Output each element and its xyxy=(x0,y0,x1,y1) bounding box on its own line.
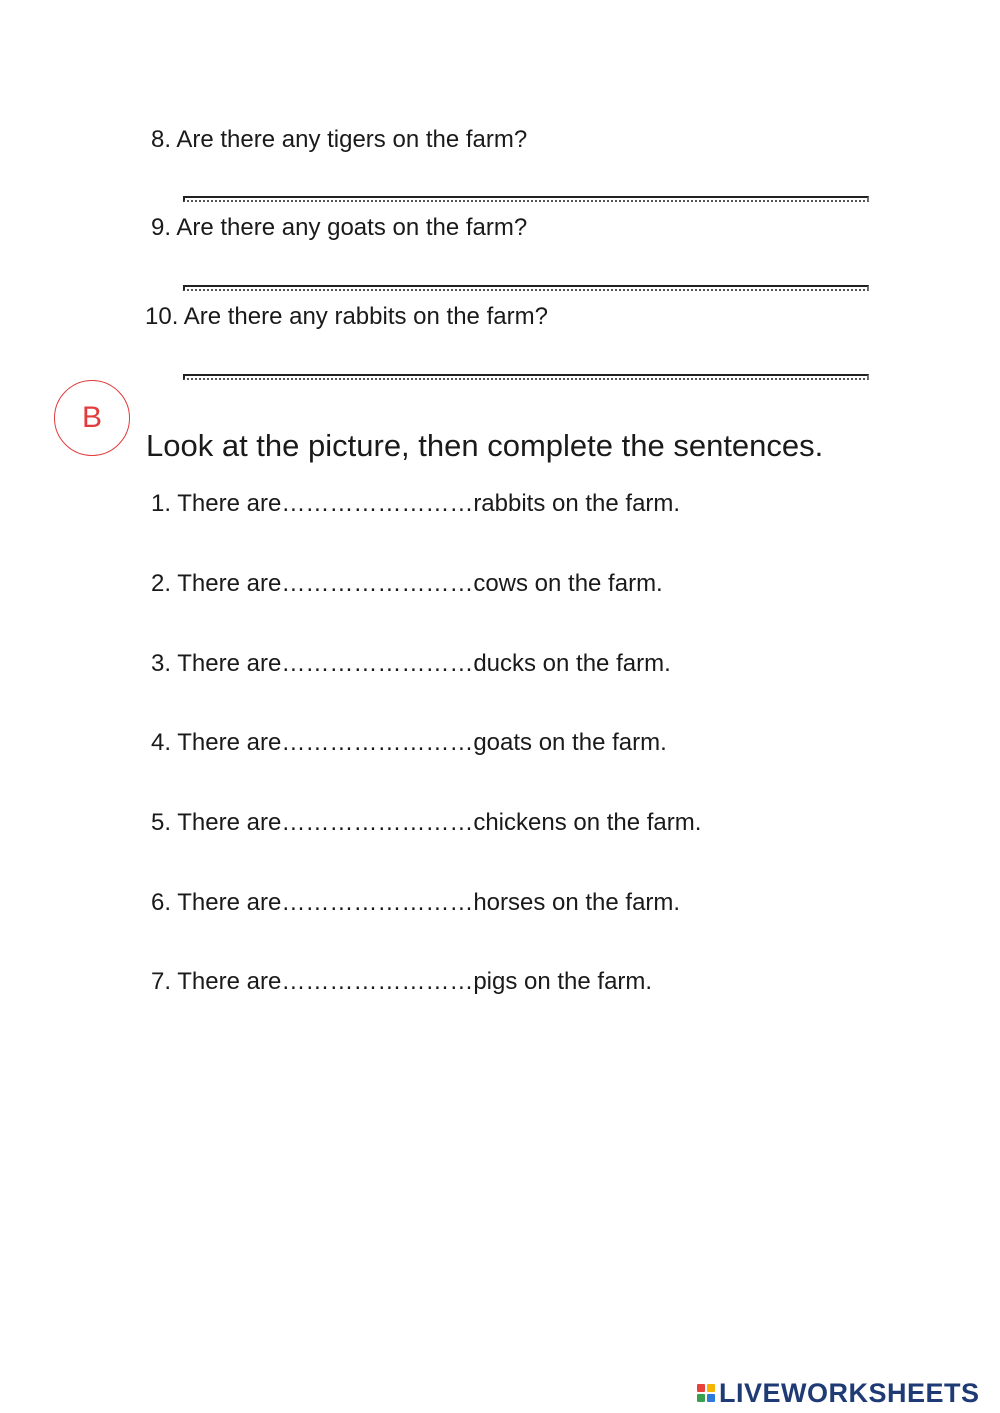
sentence-prefix: There are xyxy=(177,729,282,756)
question-text: Are there any rabbits on the farm? xyxy=(183,303,548,330)
sentence-prefix: There are xyxy=(177,650,282,677)
question-text: Are there any goats on the farm? xyxy=(176,214,528,241)
liveworksheets-logo xyxy=(697,1378,980,1408)
sentence-number: 3. xyxy=(151,650,172,677)
sentence-prefix: There are xyxy=(177,889,282,916)
sentence-3 xyxy=(151,650,671,678)
sentence-blank[interactable]: …………………… xyxy=(281,650,474,677)
section-b-instruction: Look at the picture, then complete the sentences. xyxy=(146,428,824,463)
sentence-suffix: rabbits on the farm. xyxy=(473,490,681,517)
sentence-suffix: pigs on the farm. xyxy=(473,968,653,995)
answer-field-9[interactable] xyxy=(183,285,869,291)
sentence-4 xyxy=(151,729,667,757)
sentence-7 xyxy=(151,968,652,996)
answer-field-8[interactable] xyxy=(183,196,869,202)
sentence-suffix: horses on the farm. xyxy=(473,889,681,916)
sentence-suffix: goats on the farm. xyxy=(473,729,667,756)
sentence-1 xyxy=(151,490,680,518)
sentence-blank[interactable]: …………………… xyxy=(281,968,474,995)
sentence-blank[interactable]: …………………… xyxy=(281,729,474,756)
question-9 xyxy=(151,214,527,242)
sentence-prefix: There are xyxy=(177,570,282,597)
sentence-suffix: ducks on the farm. xyxy=(473,650,671,677)
question-number: 10. xyxy=(145,303,179,330)
sentence-number: 7. xyxy=(151,968,172,995)
question-10 xyxy=(145,303,548,331)
sentence-suffix: chickens on the farm. xyxy=(473,809,702,836)
sentence-blank[interactable]: …………………… xyxy=(281,570,474,597)
sentence-blank[interactable]: …………………… xyxy=(281,889,474,916)
brand-name: LIVEWORKSHEETS xyxy=(719,1377,980,1408)
sentence-prefix: There are xyxy=(177,490,282,517)
logo-grid-icon xyxy=(697,1384,715,1402)
sentence-number: 2. xyxy=(151,570,172,597)
sentence-blank[interactable]: …………………… xyxy=(281,809,474,836)
sentence-prefix: There are xyxy=(177,809,282,836)
sentence-5 xyxy=(151,809,701,837)
sentence-blank[interactable]: …………………… xyxy=(281,490,474,517)
sentence-2 xyxy=(151,570,663,598)
sentence-number: 4. xyxy=(151,729,172,756)
question-number: 9. xyxy=(151,214,172,241)
answer-field-10[interactable] xyxy=(183,374,869,380)
sentence-suffix: cows on the farm. xyxy=(473,570,663,597)
sentence-number: 5. xyxy=(151,809,172,836)
sentence-6 xyxy=(151,889,680,917)
section-b-badge: B xyxy=(54,380,130,456)
question-number: 8. xyxy=(151,126,172,153)
sentence-prefix: There are xyxy=(177,968,282,995)
sentence-number: 1. xyxy=(151,490,172,517)
sentence-number: 6. xyxy=(151,889,172,916)
question-8 xyxy=(151,126,527,154)
question-text: Are there any tigers on the farm? xyxy=(176,126,528,153)
